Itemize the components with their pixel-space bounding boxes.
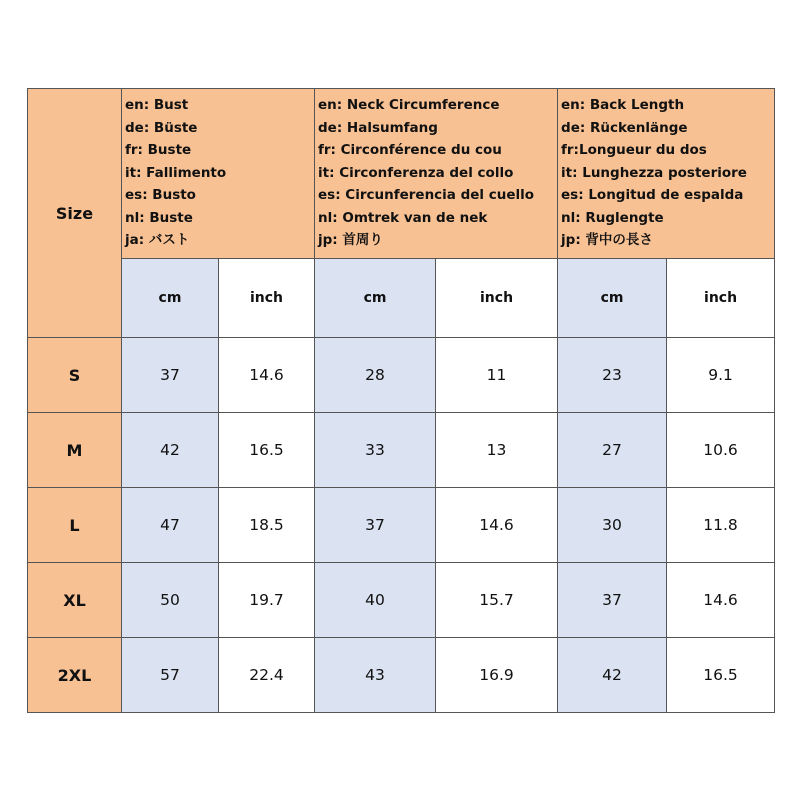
table-row <box>28 413 775 488</box>
neck-cm-value: 28 <box>315 338 436 413</box>
back-inch-value: 9.1 <box>667 338 775 413</box>
neck-label-jp: jp: 首周り <box>318 232 383 248</box>
bust-cm-value: 47 <box>122 488 219 563</box>
bust-label-ja: ja: バスト <box>125 232 190 248</box>
back-cm-value: 42 <box>558 638 667 713</box>
neck-inch-value: 15.7 <box>436 563 558 638</box>
back-inch-value: 16.5 <box>667 638 775 713</box>
neck-label-de: de: Halsumfang <box>318 119 438 136</box>
table-row <box>28 338 775 413</box>
back-cm-value: 37 <box>558 563 667 638</box>
neck-cm-value: 40 <box>315 563 436 638</box>
neck-label-it: it: Circonferenza del collo <box>318 164 514 181</box>
back-unit-inch: inch <box>667 259 775 338</box>
bust-label-de: de: Büste <box>125 119 198 136</box>
back-inch-value: 11.8 <box>667 488 775 563</box>
size-header: Size <box>28 89 122 338</box>
size-chart-table <box>27 88 775 713</box>
neck-inch-value: 13 <box>436 413 558 488</box>
bust-cm-value: 42 <box>122 413 219 488</box>
back-inch-value: 10.6 <box>667 413 775 488</box>
size-label: M <box>28 413 122 488</box>
bust-unit-inch: inch <box>219 259 315 338</box>
size-label: XL <box>28 563 122 638</box>
back-unit-cm: cm <box>558 259 667 338</box>
back-label-es: es: Longitud de espalda <box>561 187 744 203</box>
bust-inch-value: 14.6 <box>219 338 315 413</box>
header-row <box>28 89 775 259</box>
neck-unit-cm: cm <box>315 259 436 338</box>
bust-inch-value: 18.5 <box>219 488 315 563</box>
neck-inch-value: 11 <box>436 338 558 413</box>
neck-label-fr: fr: Circonférence du cou <box>318 142 502 158</box>
back-label-de: de: Rückenlänge <box>561 119 688 136</box>
back-label-nl: nl: Ruglengte <box>561 209 664 226</box>
size-label: L <box>28 488 122 563</box>
bust-label-nl: nl: Buste <box>125 209 193 226</box>
bust-cm-value: 50 <box>122 563 219 638</box>
back-label-fr: fr:Longueur du dos <box>561 142 707 158</box>
bust-inch-value: 22.4 <box>219 638 315 713</box>
neck-label-en: en: Neck Circumference <box>318 97 500 113</box>
back-label-en: en: Back Length <box>561 97 685 113</box>
back-cm-value: 27 <box>558 413 667 488</box>
back-cm-value: 30 <box>558 488 667 563</box>
size-label: 2XL <box>28 638 122 713</box>
bust-label-en: en: Bust <box>125 97 189 113</box>
back-label-jp: jp: 背中の長さ <box>561 232 653 248</box>
neck-label-es: es: Circunferencia del cuello <box>318 187 535 203</box>
bust-unit-cm: cm <box>122 259 219 338</box>
neck-header <box>315 89 558 259</box>
table-row <box>28 563 775 638</box>
table-row <box>28 488 775 563</box>
back-label-it: it: Lunghezza posteriore <box>561 164 747 181</box>
neck-cm-value: 33 <box>315 413 436 488</box>
bust-label-es: es: Busto <box>125 187 196 203</box>
size-label: S <box>28 338 122 413</box>
neck-label-nl: nl: Omtrek van de nek <box>318 209 488 226</box>
table-row <box>28 638 775 713</box>
neck-inch-value: 16.9 <box>436 638 558 713</box>
neck-cm-value: 37 <box>315 488 436 563</box>
back-inch-value: 14.6 <box>667 563 775 638</box>
back-cm-value: 23 <box>558 338 667 413</box>
bust-label-fr: fr: Buste <box>125 142 192 158</box>
bust-header <box>122 89 315 259</box>
neck-cm-value: 43 <box>315 638 436 713</box>
bust-cm-value: 57 <box>122 638 219 713</box>
bust-inch-value: 16.5 <box>219 413 315 488</box>
bust-label-it: it: Fallimento <box>125 164 227 181</box>
bust-inch-value: 19.7 <box>219 563 315 638</box>
neck-unit-inch: inch <box>436 259 558 338</box>
back-length-header <box>558 89 775 259</box>
neck-inch-value: 14.6 <box>436 488 558 563</box>
bust-cm-value: 37 <box>122 338 219 413</box>
unit-row <box>28 259 775 338</box>
